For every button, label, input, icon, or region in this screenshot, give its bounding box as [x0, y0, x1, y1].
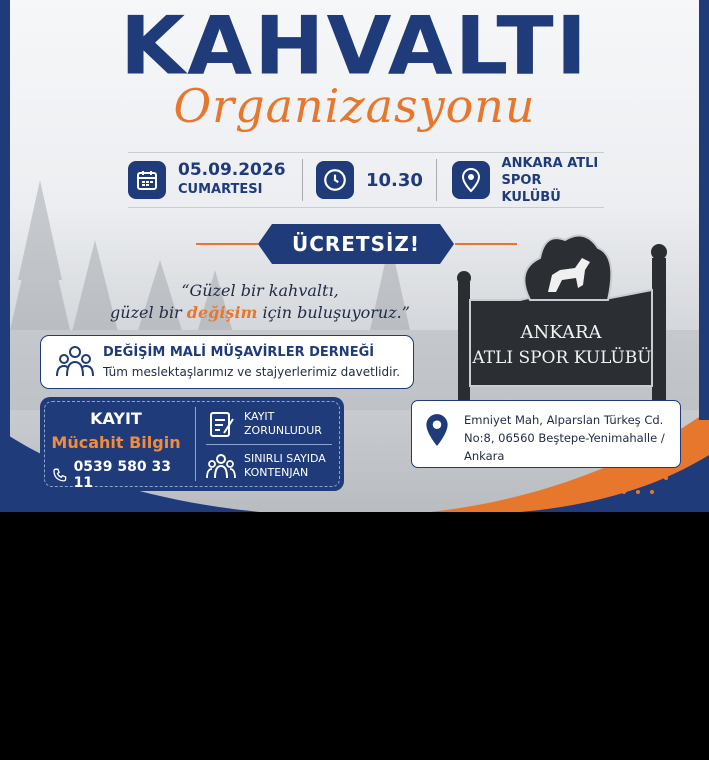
registration-required-note [206, 409, 322, 439]
club-sign [457, 236, 667, 401]
event-time-value: 10.30 [366, 169, 423, 191]
free-line-right [455, 243, 517, 245]
quote-line2-end: için buluşuyoruz.” [257, 303, 410, 322]
people-icon [206, 451, 236, 481]
event-date [128, 159, 286, 201]
registration-limited-note [206, 451, 326, 481]
free-label: ÜCRETSİZ! [291, 232, 421, 256]
registration-phone[interactable] [52, 459, 192, 491]
sign-line2: ATLI SPOR KULÜBÜ [472, 348, 652, 368]
free-line-left [196, 243, 258, 245]
location-pin-icon [424, 413, 450, 447]
registration-note-divider [206, 444, 332, 445]
address-box [411, 400, 681, 468]
phone-icon [52, 467, 68, 483]
registration-note1-line1: KAYIT [244, 410, 275, 423]
info-separator [436, 159, 437, 201]
registration-label: KAYIT [90, 409, 142, 428]
clipboard-icon [206, 409, 236, 439]
address-line2: No:8, 06560 Beştepe-Yenimahalle / [464, 431, 665, 445]
registration-box [40, 397, 344, 491]
event-venue-line2: SPOR KULÜBÜ [501, 172, 561, 205]
event-time [316, 159, 423, 201]
event-quote [100, 280, 420, 324]
event-subtitle: Organizasyonu [173, 79, 536, 133]
association-name: DEĞİŞİM MALİ MÜŞAVİRLER DERNEĞİ [103, 345, 375, 360]
association-description: Tüm meslektaşlarımız ve stajyerlerimiz davetlidir. [103, 365, 401, 379]
info-separator [302, 159, 303, 201]
clock-icon [316, 161, 354, 199]
registration-contact-name: Mücahit Bilgin [51, 433, 181, 452]
quote-line2-start: güzel bir [110, 303, 187, 322]
registration-phone-number: 0539 580 33 11 [73, 459, 171, 491]
address-line3: Ankara [464, 449, 505, 463]
quote-line1: “Güzel bir kahvaltı, [181, 281, 339, 300]
event-venue [452, 155, 604, 205]
association-box [40, 335, 414, 389]
event-date-value: 05.09.2026 [178, 160, 286, 180]
people-group-icon [55, 344, 95, 380]
registration-note1-line2: ZORUNLUDUR [244, 424, 322, 437]
sign-line1: ANKARA [520, 322, 602, 343]
quote-highlight: değişim [186, 303, 258, 322]
event-day: CUMARTESI [178, 182, 263, 197]
registration-divider [195, 407, 196, 481]
registration-note2-line1: SINIRLI SAYIDA [244, 452, 326, 465]
event-venue-line1: ANKARA ATLI [501, 155, 599, 171]
address-line1: Emniyet Mah, Alparslan Türkeş Cd. [464, 413, 664, 427]
event-info-bar [128, 152, 604, 208]
calendar-icon [128, 161, 166, 199]
location-pin-icon [452, 161, 490, 199]
event-title: KAHVALTI [120, 0, 589, 93]
registration-note2-line2: KONTENJAN [244, 466, 309, 479]
